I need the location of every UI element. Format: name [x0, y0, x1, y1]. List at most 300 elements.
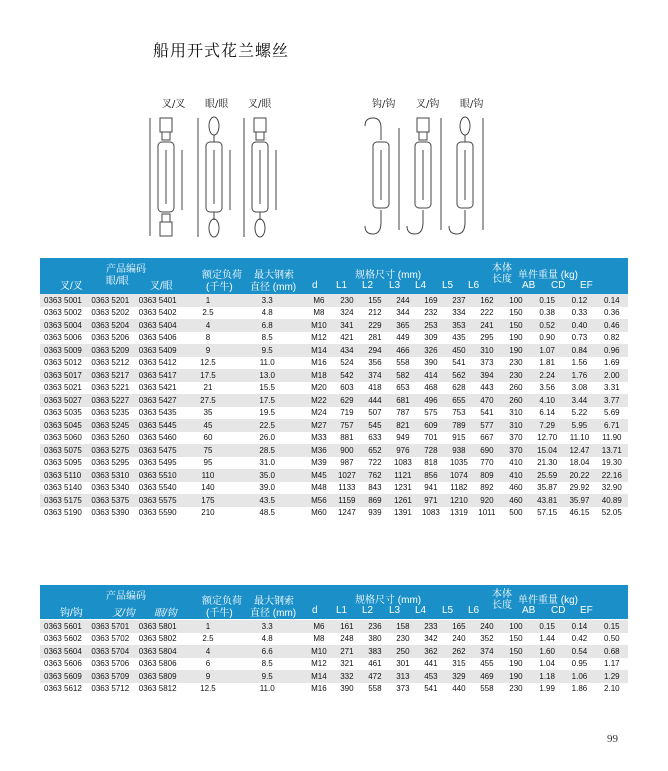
- table-cell: 0.14: [563, 620, 595, 633]
- table-cell: 11.0: [230, 683, 305, 696]
- table-cell: 900: [333, 444, 361, 457]
- header-EF: EF: [580, 280, 593, 291]
- table-cell: 26.0: [230, 432, 305, 445]
- table-cell: 29.92: [563, 482, 595, 495]
- table-cell: M39: [305, 457, 333, 470]
- table-cell: 12.5: [186, 683, 229, 696]
- table-cell: 938: [445, 444, 473, 457]
- table-cell: 0363 5227: [87, 394, 134, 407]
- table-cell: 240: [445, 633, 473, 646]
- table-cell: 728: [417, 444, 445, 457]
- table-cell: 0.84: [563, 344, 595, 357]
- table-cell: 352: [473, 633, 501, 646]
- table-row: [40, 307, 628, 320]
- table-cell: 4.8: [230, 307, 305, 320]
- table-row: [40, 394, 628, 407]
- table-cell: 0.15: [596, 620, 628, 633]
- header-unit-weight: 单件重量 (kg): [518, 270, 578, 281]
- table-cell: 342: [417, 633, 445, 646]
- header-L2: L2: [362, 280, 374, 291]
- label-eye-hook: 眼/钩: [460, 99, 484, 110]
- table-cell: 541: [445, 357, 473, 370]
- table-cell: 0363 5221: [87, 382, 134, 395]
- table-cell: 100: [501, 294, 531, 307]
- table-cell: 418: [361, 382, 389, 395]
- table-cell: 9.5: [230, 670, 305, 683]
- table-cell: 374: [473, 645, 501, 658]
- table-cell: 2.5: [186, 307, 229, 320]
- table-cell: M16: [305, 683, 333, 696]
- table-cell: 0363 5206: [87, 332, 134, 345]
- table-cell: 558: [389, 357, 417, 370]
- table-cell: 0.15: [531, 294, 563, 307]
- table-cell: 507: [361, 407, 389, 420]
- page-title: 船用开式花兰螺丝: [153, 41, 290, 60]
- table-cell: 0363 5475: [135, 444, 187, 457]
- table-cell: 869: [361, 494, 389, 507]
- table-cell: 0363 5802: [135, 633, 187, 646]
- table-cell: 0363 5095: [40, 457, 87, 470]
- table-cell: 0363 5004: [40, 319, 87, 332]
- table-cell: 40.89: [596, 494, 628, 507]
- table-row: [40, 407, 628, 420]
- table-cell: 0363 5404: [135, 319, 187, 332]
- table-cell: 28.5: [230, 444, 305, 457]
- table-cell: 0363 5006: [40, 332, 87, 345]
- table-cell: 362: [417, 645, 445, 658]
- table-cell: 1261: [389, 494, 417, 507]
- table-cell: M14: [305, 670, 333, 683]
- table-cell: 575: [417, 407, 445, 420]
- table-cell: 1.99: [531, 683, 563, 696]
- table-cell: 1.56: [563, 357, 595, 370]
- table-cell: 3.3: [230, 620, 305, 633]
- table-cell: 843: [361, 482, 389, 495]
- table-cell: 443: [473, 382, 501, 395]
- header-eye-eye: 眼/眼: [106, 276, 129, 287]
- table-cell: 150: [501, 633, 531, 646]
- table-cell: 390: [417, 357, 445, 370]
- table-cell: 0363 5540: [135, 482, 187, 495]
- table-cell: 0.90: [531, 332, 563, 345]
- table-cell: 35.87: [531, 482, 563, 495]
- table-cell: M18: [305, 369, 333, 382]
- table-cell: 324: [333, 307, 361, 320]
- table-cell: 0.68: [596, 645, 628, 658]
- table-cell: 0363 5021: [40, 382, 87, 395]
- table-cell: 681: [389, 394, 417, 407]
- table-cell: 8.5: [230, 658, 305, 671]
- table-cell: 230: [501, 357, 531, 370]
- table-cell: 21: [186, 382, 229, 395]
- table-row: [40, 332, 628, 345]
- table-cell: 1083: [389, 457, 417, 470]
- table-cell: 562: [445, 369, 473, 382]
- header-L3: L3: [389, 280, 401, 291]
- table-cell: 435: [445, 332, 473, 345]
- table-cell: 39.0: [230, 482, 305, 495]
- table-cell: 374: [361, 369, 389, 382]
- header-body: 本体: [492, 263, 512, 274]
- table-cell: 0363 5602: [40, 633, 87, 646]
- table-cell: 542: [333, 369, 361, 382]
- header-body: 本体: [492, 589, 512, 600]
- table-cell: 470: [473, 394, 501, 407]
- table-cell: M14: [305, 344, 333, 357]
- table-cell: 190: [501, 332, 531, 345]
- table-cell: 0363 5075: [40, 444, 87, 457]
- table-cell: 1074: [445, 469, 473, 482]
- table-cell: 2.10: [596, 683, 628, 696]
- table-cell: 414: [417, 369, 445, 382]
- table2-header: [40, 585, 628, 619]
- table-cell: 0363 5002: [40, 307, 87, 320]
- label-hook-hook: 钩/钩: [372, 99, 396, 110]
- table-cell: 315: [445, 658, 473, 671]
- header-rated-load: 额定负荷: [202, 596, 242, 607]
- table-cell: 0363 5204: [87, 319, 134, 332]
- table-cell: 334: [445, 307, 473, 320]
- table-cell: 0363 5612: [40, 683, 87, 696]
- table-cell: 158: [389, 620, 417, 633]
- table-cell: 43.81: [531, 494, 563, 507]
- table-cell: 0.96: [596, 344, 628, 357]
- table-cell: 3.3: [230, 294, 305, 307]
- table-cell: 971: [417, 494, 445, 507]
- table-cell: 0363 5245: [87, 419, 134, 432]
- page-number: 99: [607, 733, 618, 745]
- table-cell: 1: [186, 620, 229, 633]
- table-cell: 46.15: [563, 507, 595, 520]
- table-cell: 1.44: [531, 633, 563, 646]
- table-cell: M6: [305, 294, 333, 307]
- table-row: [40, 469, 628, 482]
- table-cell: 6.71: [596, 419, 628, 432]
- table-cell: 0363 5412: [135, 357, 187, 370]
- table-cell: 0363 5035: [40, 407, 87, 420]
- table-cell: 5.22: [563, 407, 595, 420]
- table-cell: 190: [501, 344, 531, 357]
- header-L2: L2: [362, 605, 374, 616]
- table-cell: 1319: [445, 507, 473, 520]
- table-cell: 0363 5175: [40, 494, 87, 507]
- table-cell: 1027: [333, 469, 361, 482]
- table-cell: 0363 5390: [87, 507, 134, 520]
- table-cell: 410: [501, 469, 531, 482]
- table-cell: 230: [333, 294, 361, 307]
- table-cell: 3.08: [563, 382, 595, 395]
- table-cell: 329: [445, 670, 473, 683]
- table-cell: M22: [305, 394, 333, 407]
- table-row: [40, 507, 628, 520]
- table-cell: 0.12: [563, 294, 595, 307]
- table-row: [40, 494, 628, 507]
- table-cell: 0363 5406: [135, 332, 187, 345]
- table-cell: 0.40: [563, 319, 595, 332]
- header-max-rope-unit: 直径 (mm): [250, 282, 297, 293]
- table-cell: 365: [389, 319, 417, 332]
- table-cell: 0363 5609: [40, 670, 87, 683]
- header-L6: L6: [468, 605, 480, 616]
- table-cell: 629: [333, 394, 361, 407]
- table-cell: 0363 5801: [135, 620, 187, 633]
- table-cell: 11.90: [596, 432, 628, 445]
- table-cell: 0363 5590: [135, 507, 187, 520]
- table-cell: 57.15: [531, 507, 563, 520]
- table-cell: 4: [186, 319, 229, 332]
- table-cell: 770: [473, 457, 501, 470]
- table-cell: 421: [333, 332, 361, 345]
- table1-header: [40, 258, 628, 294]
- table-row: [40, 620, 628, 633]
- table-cell: 1.04: [531, 658, 563, 671]
- table-cell: 373: [389, 683, 417, 696]
- header-body-length: 长度: [492, 600, 512, 611]
- table-cell: 0363 5202: [87, 307, 134, 320]
- table-cell: 253: [417, 319, 445, 332]
- table-row: [40, 344, 628, 357]
- table-row: [40, 382, 628, 395]
- table-cell: 0363 5510: [135, 469, 187, 482]
- table-cell: 11.0: [230, 357, 305, 370]
- table-cell: 453: [417, 670, 445, 683]
- table-cell: 394: [473, 369, 501, 382]
- header-rated-load-unit: (千牛): [206, 608, 233, 619]
- table-cell: 341: [333, 319, 361, 332]
- table-cell: M45: [305, 469, 333, 482]
- table-cell: 271: [333, 645, 361, 658]
- table-cell: 2.5: [186, 633, 229, 646]
- table-cell: 603: [333, 382, 361, 395]
- header-product-code: 产品编码: [106, 591, 146, 602]
- table-cell: 0363 5140: [40, 482, 87, 495]
- header-L1: L1: [336, 605, 348, 616]
- header-rated-load: 额定负荷: [202, 270, 242, 281]
- table-cell: 0363 5445: [135, 419, 187, 432]
- table-cell: 0.42: [563, 633, 595, 646]
- table-cell: 0363 5704: [87, 645, 134, 658]
- table-cell: 0363 5435: [135, 407, 187, 420]
- table-cell: 1.86: [563, 683, 595, 696]
- table-cell: M8: [305, 307, 333, 320]
- table-cell: M27: [305, 419, 333, 432]
- table-cell: 0363 5709: [87, 670, 134, 683]
- table-cell: 0363 5212: [87, 357, 134, 370]
- table-cell: 0363 5017: [40, 369, 87, 382]
- table-cell: 0363 5310: [87, 469, 134, 482]
- table-cell: 0363 5217: [87, 369, 134, 382]
- table-cell: 6.6: [230, 645, 305, 658]
- table-cell: 633: [361, 432, 389, 445]
- table-row: [40, 633, 628, 646]
- table-cell: 12.47: [563, 444, 595, 457]
- table-cell: 301: [389, 658, 417, 671]
- table-cell: 541: [417, 683, 445, 696]
- table-cell: M6: [305, 620, 333, 633]
- table-cell: 1.07: [531, 344, 563, 357]
- table-cell: 1.17: [596, 658, 628, 671]
- header-AB: AB: [522, 605, 536, 616]
- header-dimensions: 规格尺寸 (mm): [355, 270, 422, 281]
- table-cell: 0363 5201: [87, 294, 134, 307]
- header-d: d: [312, 280, 318, 291]
- table-cell: 162: [473, 294, 501, 307]
- table-cell: 0.54: [563, 645, 595, 658]
- table-cell: 0363 5209: [87, 344, 134, 357]
- table-cell: 1083: [417, 507, 445, 520]
- table-cell: 915: [445, 432, 473, 445]
- table-row: [40, 683, 628, 696]
- table-cell: 667: [473, 432, 501, 445]
- table-cell: 2.24: [531, 369, 563, 382]
- table-cell: 22.5: [230, 419, 305, 432]
- table-cell: M12: [305, 332, 333, 345]
- table-cell: 4: [186, 645, 229, 658]
- table-cell: 210: [186, 507, 229, 520]
- table-cell: 7.29: [531, 419, 563, 432]
- table-cell: 1.81: [531, 357, 563, 370]
- table-cell: M36: [305, 444, 333, 457]
- table-cell: 3.31: [596, 382, 628, 395]
- table-cell: 155: [361, 294, 389, 307]
- header-unit-weight: 单件重量 (kg): [518, 595, 578, 606]
- table-cell: 35: [186, 407, 229, 420]
- table-cell: 344: [389, 307, 417, 320]
- table-cell: 13.71: [596, 444, 628, 457]
- table-cell: 1.69: [596, 357, 628, 370]
- table-cell: 240: [473, 620, 501, 633]
- table-cell: 309: [417, 332, 445, 345]
- table-cell: 0.33: [563, 307, 595, 320]
- table-cell: 31.0: [230, 457, 305, 470]
- table-cell: 410: [501, 457, 531, 470]
- header-max-rope: 最大钢索: [254, 270, 294, 281]
- table-cell: 0363 5606: [40, 658, 87, 671]
- table-cell: 0363 5460: [135, 432, 187, 445]
- table-cell: 0363 5401: [135, 294, 187, 307]
- table-cell: 577: [473, 419, 501, 432]
- table-cell: 0.82: [596, 332, 628, 345]
- table-cell: 460: [501, 494, 531, 507]
- header-d: d: [312, 605, 318, 616]
- label-fork-eye: 叉/眼: [248, 99, 272, 110]
- table-cell: 27.5: [186, 394, 229, 407]
- table-cell: 321: [333, 658, 361, 671]
- table-cell: 0363 5235: [87, 407, 134, 420]
- table-cell: 250: [389, 645, 417, 658]
- table-cell: 0.14: [596, 294, 628, 307]
- table-cell: 652: [361, 444, 389, 457]
- table-cell: 466: [389, 344, 417, 357]
- table-cell: 1.29: [596, 670, 628, 683]
- header-dimensions: 规格尺寸 (mm): [355, 595, 422, 606]
- table-cell: 701: [417, 432, 445, 445]
- table-cell: 472: [361, 670, 389, 683]
- table-cell: 558: [473, 683, 501, 696]
- table-cell: 326: [417, 344, 445, 357]
- table-cell: 469: [473, 670, 501, 683]
- table-cell: 48.5: [230, 507, 305, 520]
- table-cell: 244: [389, 294, 417, 307]
- table-cell: 762: [361, 469, 389, 482]
- table-cell: 15.5: [230, 382, 305, 395]
- table-cell: 524: [333, 357, 361, 370]
- header-CD: CD: [551, 280, 566, 291]
- table-cell: 6.8: [230, 319, 305, 332]
- table-cell: 0363 5060: [40, 432, 87, 445]
- table-cell: 52.05: [596, 507, 628, 520]
- table-cell: 0363 5806: [135, 658, 187, 671]
- table-cell: 0.50: [596, 633, 628, 646]
- table-cell: M12: [305, 658, 333, 671]
- table-cell: 332: [333, 670, 361, 683]
- table-cell: 169: [417, 294, 445, 307]
- table-cell: 609: [417, 419, 445, 432]
- table-row: [40, 645, 628, 658]
- table-cell: 987: [333, 457, 361, 470]
- table-cell: 212: [361, 307, 389, 320]
- table-cell: 455: [473, 658, 501, 671]
- header-fork-fork: 叉/叉: [60, 281, 83, 292]
- table-cell: 310: [501, 407, 531, 420]
- table-cell: 1133: [333, 482, 361, 495]
- table-cell: M48: [305, 482, 333, 495]
- table-cell: 5.69: [596, 407, 628, 420]
- table-cell: 310: [501, 419, 531, 432]
- header-hook-hook: 钩/钩: [60, 608, 83, 619]
- table-cell: 0363 5702: [87, 633, 134, 646]
- table-cell: 0363 5495: [135, 457, 187, 470]
- table-cell: 313: [389, 670, 417, 683]
- table-cell: 1121: [389, 469, 417, 482]
- table-cell: 45: [186, 419, 229, 432]
- table-cell: 383: [361, 645, 389, 658]
- table-cell: 150: [501, 319, 531, 332]
- table-cell: 0.73: [563, 332, 595, 345]
- table-cell: 719: [333, 407, 361, 420]
- table-cell: 0363 5190: [40, 507, 87, 520]
- table-cell: 230: [501, 369, 531, 382]
- table-cell: 1.76: [563, 369, 595, 382]
- table-cell: 11.10: [563, 432, 595, 445]
- header-AB: AB: [522, 280, 536, 291]
- table-cell: 892: [473, 482, 501, 495]
- table-cell: 0363 5260: [87, 432, 134, 445]
- table-cell: 281: [361, 332, 389, 345]
- table-cell: 9: [186, 344, 229, 357]
- header-fork-hook: 叉/钩: [112, 608, 135, 619]
- table-cell: M16: [305, 357, 333, 370]
- table-row: [40, 482, 628, 495]
- table-cell: 0363 5009: [40, 344, 87, 357]
- header-CD: CD: [551, 605, 566, 616]
- table-cell: M20: [305, 382, 333, 395]
- table-cell: 1.06: [563, 670, 595, 683]
- table-cell: 237: [445, 294, 473, 307]
- table-cell: 4.8: [230, 633, 305, 646]
- table-cell: 444: [361, 394, 389, 407]
- turnbuckle-drawing-left: [140, 110, 300, 245]
- table-cell: 236: [361, 620, 389, 633]
- table-cell: 222: [473, 307, 501, 320]
- table-cell: 1182: [445, 482, 473, 495]
- table-cell: 2.00: [596, 369, 628, 382]
- header-max-rope: 最大钢索: [254, 596, 294, 607]
- table-cell: 150: [501, 645, 531, 658]
- table-cell: 0.15: [531, 620, 563, 633]
- table-cell: 460: [501, 482, 531, 495]
- table-cell: 722: [361, 457, 389, 470]
